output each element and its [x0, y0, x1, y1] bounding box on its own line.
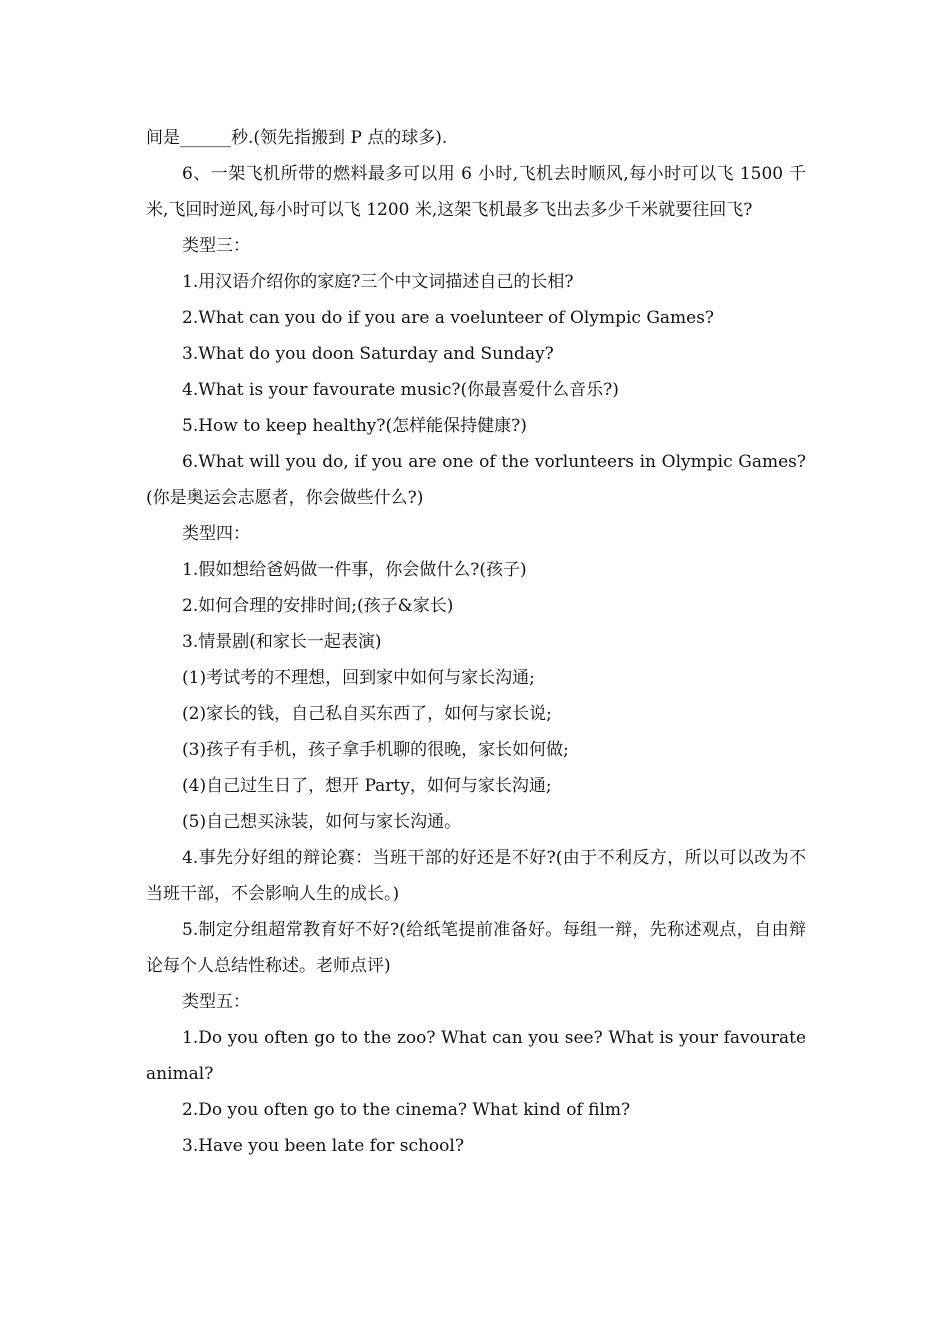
type-4-sub-item-5: (5)自己想买泳装，如何与家长沟通。: [182, 812, 462, 832]
type-4-item-3: 3.情景剧(和家长一起表演): [182, 632, 382, 652]
type-4-sub-item-3: (3)孩子有手机，孩子拿手机聊的很晚，家长如何做;: [182, 740, 569, 760]
type-3-item-4: 4.What is your favourate music?(你最喜爱什么音乐?): [182, 380, 619, 400]
type-3-item-2: 2.What can you do if you are a voelunteer of Olympic Games?: [182, 308, 715, 328]
document-page: [146, 120, 806, 1164]
type-4-sub-item-2: (2)家长的钱，自己私自买东西了，如何与家长说;: [182, 704, 552, 724]
type-5-item-1: 1.Do you often go to the zoo? What can you see? What is your favourate animal?: [146, 1028, 806, 1084]
section-heading-type-3: 类型三：: [182, 236, 250, 256]
question-6-airplane: 6、一架飞机所带的燃料最多可以用 6 小时,飞机去时顺风,每小时可以飞 1500 千米,飞回时逆风,每小时可以飞 1200 米,这架飞机最多飞出去多少千米就要往回飞?: [146, 164, 806, 220]
type-4-sub-item-1: (1)考试考的不理想，回到家中如何与家长沟通;: [182, 668, 535, 688]
paragraph-continuation: 间是______秒.(领先指搬到 P 点的球多).: [146, 128, 448, 148]
type-3-item-6: 6.What will you do, if you are one of the vorlunteers in Olympic Games?(你是奥运会志愿者，你会做些什么?): [146, 452, 806, 508]
type-4-item-2: 2.如何合理的安排时间;(孩子&家长): [182, 596, 454, 616]
type-4-item-5: 5.制定分组超常教育好不好?(给纸笔提前准备好。每组一辩，先称述观点，自由辩论每个人总结性称述。老师点评): [146, 920, 806, 976]
type-4-item-1: 1.假如想给爸妈做一件事，你会做什么?(孩子): [182, 560, 527, 580]
type-3-item-1: 1.用汉语介绍你的家庭?三个中文词描述自己的长相?: [182, 272, 574, 292]
section-heading-type-4: 类型四：: [182, 524, 250, 544]
type-3-item-3: 3.What do you doon Saturday and Sunday?: [182, 344, 554, 364]
type-5-item-3: 3.Have you been late for school?: [182, 1136, 464, 1156]
type-5-item-2: 2.Do you often go to the cinema? What kind of film?: [182, 1100, 631, 1120]
type-4-sub-item-4: (4)自己过生日了，想开 Party，如何与家长沟通;: [182, 776, 552, 796]
type-3-item-5: 5.How to keep healthy?(怎样能保持健康?): [182, 416, 527, 436]
type-4-item-4: 4.事先分好组的辩论赛：当班干部的好还是不好?(由于不利反方，所以可以改为不当班干部，不会影响人生的成长。): [146, 848, 806, 904]
section-heading-type-5: 类型五：: [182, 992, 250, 1012]
